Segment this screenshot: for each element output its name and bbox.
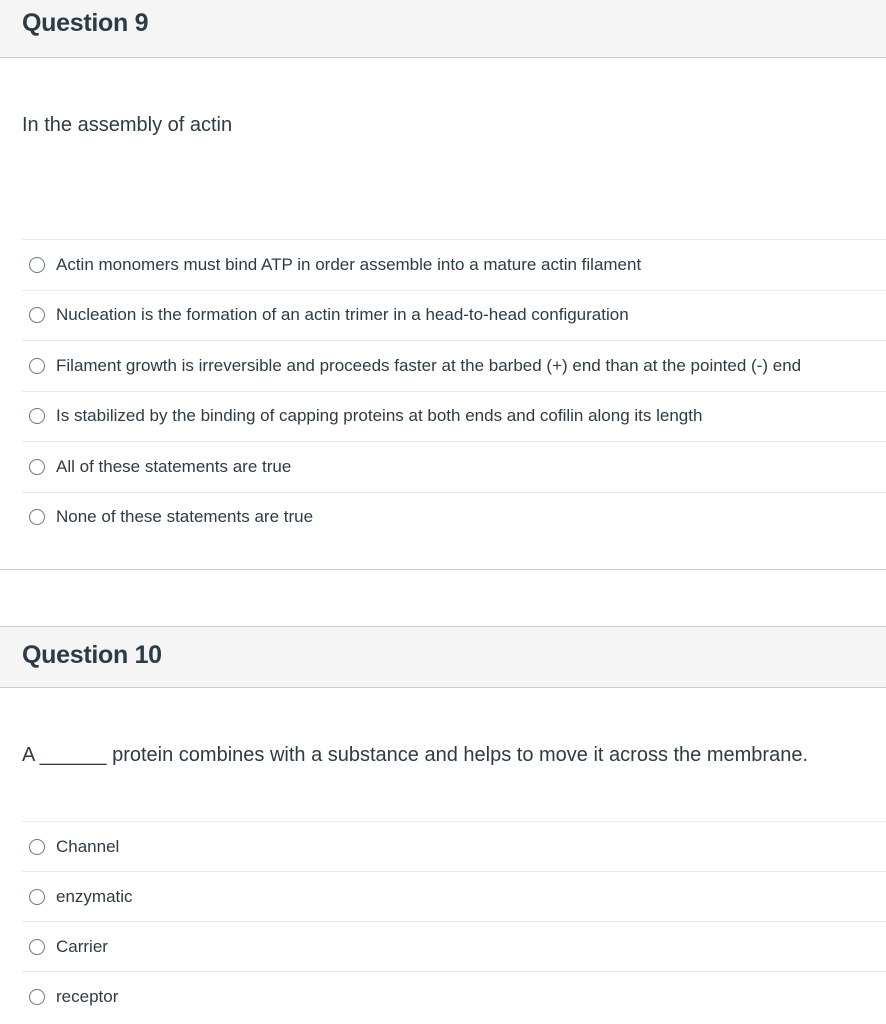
answer-label[interactable]: Actin monomers must bind ATP in order assemble into a mature actin filament <box>56 254 642 274</box>
answer-label[interactable]: receptor <box>56 986 119 1006</box>
question-9-option-2[interactable] <box>22 290 886 341</box>
question-10-title: Question 10 <box>22 641 162 669</box>
answer-label[interactable]: Nucleation is the formation of an actin trimer in a head-to-head configuration <box>56 305 629 325</box>
question-10-option-3[interactable] <box>22 921 886 971</box>
question-10-option-4[interactable] <box>22 971 886 1021</box>
answer-label[interactable]: Channel <box>56 836 120 856</box>
question-10-option-2[interactable] <box>22 871 886 921</box>
answer-label[interactable]: enzymatic <box>56 886 133 906</box>
question-9-option-4[interactable] <box>22 391 886 442</box>
radio-button[interactable] <box>29 459 45 475</box>
answer-label[interactable]: All of these statements are true <box>56 456 292 476</box>
question-10-header <box>0 626 886 688</box>
answer-label[interactable]: Filament growth is irreversible and proceeds faster at the barbed (+) end than at the pointed (-) end <box>56 355 802 375</box>
question-9-answers <box>22 239 886 542</box>
question-9-option-5[interactable] <box>22 441 886 492</box>
radio-button[interactable] <box>29 408 45 424</box>
radio-button[interactable] <box>29 889 45 905</box>
question-9-option-6[interactable] <box>22 492 886 543</box>
question-divider <box>0 569 886 570</box>
question-9-header <box>0 0 886 58</box>
question-9-title: Question 9 <box>22 9 149 37</box>
radio-button[interactable] <box>29 358 45 374</box>
question-9-option-3[interactable] <box>22 340 886 391</box>
radio-button[interactable] <box>29 257 45 273</box>
answer-label[interactable]: Carrier <box>56 936 108 956</box>
radio-button[interactable] <box>29 509 45 525</box>
question-9-option-1[interactable] <box>22 239 886 290</box>
question-9-prompt: In the assembly of actin <box>22 114 233 136</box>
radio-button[interactable] <box>29 939 45 955</box>
question-10-option-1[interactable] <box>22 821 886 871</box>
answer-label[interactable]: None of these statements are true <box>56 507 314 527</box>
radio-button[interactable] <box>29 307 45 323</box>
question-10-answers <box>22 821 886 1021</box>
question-10-prompt: A ______ protein combines with a substance and helps to move it across the membrane. <box>22 744 809 766</box>
answer-label[interactable]: Is stabilized by the binding of capping proteins at both ends and cofilin along its length <box>56 406 703 426</box>
radio-button[interactable] <box>29 989 45 1005</box>
radio-button[interactable] <box>29 839 45 855</box>
